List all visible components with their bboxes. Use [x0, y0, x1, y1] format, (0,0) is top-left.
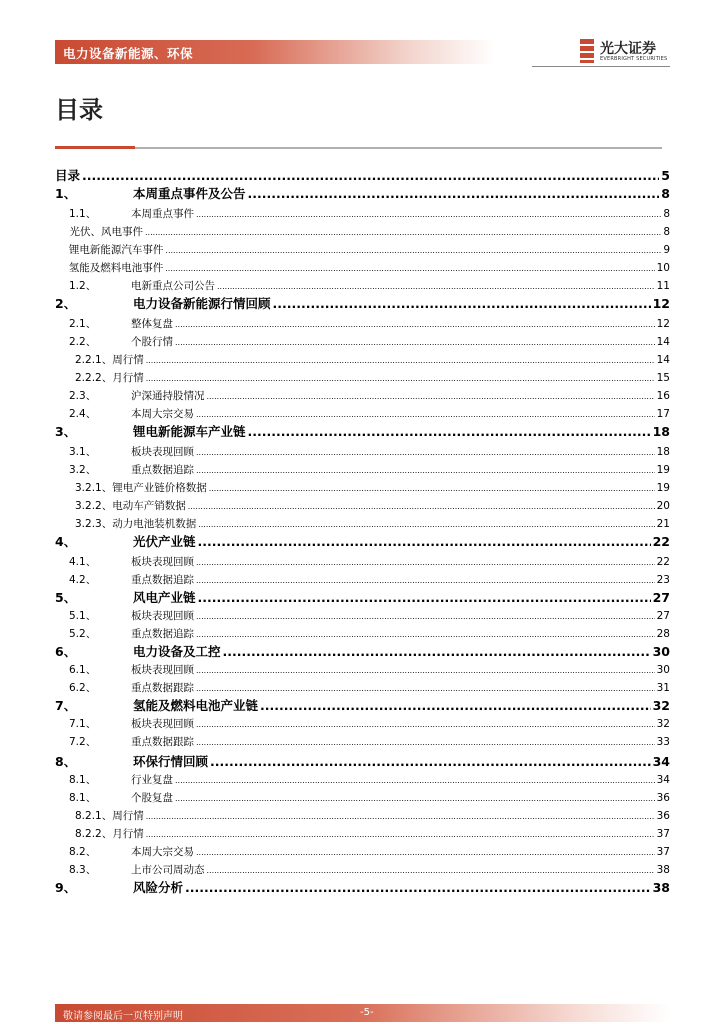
- toc-entry[interactable]: [55, 243, 670, 258]
- toc-entry-title: 重点数据跟踪: [131, 682, 194, 694]
- toc-entry-number: 5.2、: [69, 628, 97, 640]
- toc-entry-title: 沪深通持股情况: [131, 390, 205, 402]
- toc-leader-dots: [198, 535, 651, 549]
- toc-entry-number: 6、: [55, 644, 77, 659]
- toc-entry[interactable]: [55, 609, 670, 624]
- toc-leader-dots: [82, 169, 659, 183]
- toc-leader-dots: [196, 208, 661, 222]
- toc-entry-title: 氢能及燃料电池事件: [68, 262, 164, 274]
- toc-entry-title: 电新重点公司公告: [131, 280, 215, 292]
- toc-entry[interactable]: [55, 735, 670, 750]
- toc-entry-number: 8.1、: [69, 774, 97, 786]
- toc-entry-title: 板块表现回顾: [131, 718, 194, 730]
- toc-entry-title: 整体复盘: [131, 318, 173, 330]
- toc-entry[interactable]: [55, 463, 670, 478]
- toc-entry[interactable]: [55, 555, 670, 570]
- toc-entry-title: 光伏、风电事件: [69, 226, 143, 238]
- section-label: 电力设备新能源、环保: [63, 46, 194, 61]
- toc-entry-page: 27: [656, 610, 670, 622]
- toc-entry-title: 个股复盘: [131, 792, 173, 804]
- toc-leader-dots: [196, 628, 655, 642]
- toc-entry[interactable]: [55, 517, 670, 532]
- toc-entry-number: 8.2、: [69, 846, 97, 858]
- toc-entry-title: 电力设备新能源行情回顾: [133, 296, 271, 311]
- toc-entry[interactable]: [55, 881, 670, 895]
- toc-entry-number: 2.2.2、: [75, 372, 113, 384]
- toc-entry-title: 板块表现回顾: [131, 556, 194, 568]
- toc-leader-dots: [196, 718, 655, 732]
- toc-entry-number: 7.1、: [69, 718, 97, 730]
- toc-leader-dots: [196, 610, 655, 624]
- toc-entry-number: 6.2、: [69, 682, 97, 694]
- toc-entry[interactable]: [55, 261, 670, 276]
- toc-entry[interactable]: [55, 425, 670, 439]
- toc-entry-page: 21: [656, 518, 670, 530]
- toc-entry-page: 12: [656, 318, 670, 330]
- toc-entry-page: 8: [663, 208, 670, 220]
- toc-entry-number: 2、: [55, 296, 77, 311]
- toc-entry-title: 本周大宗交易: [131, 408, 194, 420]
- toc-entry[interactable]: [55, 627, 670, 642]
- toc-leader-dots: [210, 755, 651, 769]
- toc-entry-page: 17: [656, 408, 670, 420]
- toc-entry[interactable]: [55, 791, 670, 806]
- toc-leader-dots: [185, 881, 651, 895]
- toc-entry-number: 5.1、: [69, 610, 97, 622]
- toc-entry[interactable]: [55, 279, 670, 294]
- toc-entry-title: 重点数据跟踪: [131, 736, 194, 748]
- toc-entry[interactable]: [55, 717, 670, 732]
- toc-entry-title: 氢能及燃料电池产业链: [133, 698, 259, 713]
- toc-entry-page: 22: [656, 556, 670, 568]
- toc-leader-dots: [196, 446, 655, 460]
- toc-entry-page: 9: [663, 244, 670, 256]
- toc-entry-title: 本周重点事件: [131, 208, 194, 220]
- toc-entry-page: 15: [656, 372, 670, 384]
- toc-entry-page: 5: [661, 168, 670, 183]
- toc-entry-number: 3.1、: [69, 446, 97, 458]
- toc-entry-page: 30: [652, 644, 670, 659]
- toc-entry[interactable]: [55, 371, 670, 386]
- toc-leader-dots: [145, 226, 661, 240]
- toc-entry-number: 5、: [55, 590, 77, 605]
- toc-entry-title: 行业复盘: [131, 774, 173, 786]
- title-underline: [135, 147, 662, 149]
- toc-entry-title: 电力设备及工控: [133, 644, 221, 659]
- toc-entry[interactable]: [55, 863, 670, 878]
- toc-entry-title: 重点数据追踪: [131, 464, 194, 476]
- toc-leader-dots: [175, 336, 655, 350]
- toc-leader-dots: [188, 500, 655, 514]
- toc-entry-page: 20: [656, 500, 670, 512]
- toc-entry-title: 个股行情: [131, 336, 173, 348]
- toc-entry-title: 动力电池装机数据: [112, 518, 197, 530]
- toc-entry-page: 34: [656, 774, 670, 786]
- toc-entry-page: 37: [656, 828, 670, 840]
- page-title: 目录: [55, 96, 103, 124]
- toc-entry-number: 8.2.2、: [75, 828, 113, 840]
- toc-entry-page: 12: [652, 296, 670, 311]
- toc-entry-page: 14: [656, 336, 670, 348]
- toc-entry[interactable]: [55, 681, 670, 696]
- toc-entry-number: 3.2.1、: [75, 482, 113, 494]
- toc-entry[interactable]: [55, 827, 670, 842]
- toc-entry-number: 2.2、: [69, 336, 97, 348]
- footer-disclaimer: 敬请参阅最后一页特别声明: [63, 1011, 183, 1022]
- toc-entry[interactable]: [55, 755, 670, 769]
- toc-entry-page: 33: [656, 736, 670, 748]
- toc-entry-number: 9、: [55, 880, 77, 895]
- toc-leader-dots: [223, 645, 651, 659]
- toc-entry-number: 6.1、: [69, 664, 97, 676]
- toc-entry-page: 8: [663, 226, 670, 238]
- brand-mark-icon: [578, 38, 596, 64]
- toc-leader-dots: [165, 262, 654, 276]
- toc-entry-title: 本周大宗交易: [131, 846, 194, 858]
- toc-entry-number: 3、: [55, 424, 77, 439]
- brand-name-en: EVERBRIGHT SECURITIES: [600, 56, 668, 62]
- toc-entry-page: 19: [656, 482, 670, 494]
- toc-entry-page: 38: [656, 864, 670, 876]
- toc-entry-number: 3.2.2、: [75, 500, 113, 512]
- toc-entry-number: 3.2、: [69, 464, 97, 476]
- toc-leader-dots: [196, 846, 655, 860]
- toc-leader-dots: [209, 482, 655, 496]
- toc-entry-title: 风电产业链: [133, 590, 196, 605]
- toc-leader-dots: [196, 574, 655, 588]
- toc-entry-number: 4.1、: [69, 556, 97, 568]
- toc-leader-dots: [146, 372, 655, 386]
- toc-entry-number: 4.2、: [69, 574, 97, 586]
- toc-entry-number: 8.3、: [69, 864, 97, 876]
- toc-entry-page: 11: [656, 280, 670, 292]
- toc-entry[interactable]: [55, 187, 670, 201]
- toc-entry[interactable]: [55, 573, 670, 588]
- toc-entry-page: 14: [656, 354, 670, 366]
- toc-entry-page: 10: [656, 262, 670, 274]
- toc-entry-title: 月行情: [112, 828, 144, 840]
- toc-entry[interactable]: [55, 297, 670, 311]
- toc-entry-title: 上市公司周动态: [131, 864, 205, 876]
- toc-entry[interactable]: [55, 809, 670, 824]
- toc-entry-number: 3.2.3、: [75, 518, 113, 530]
- brand-name-cn: 光大证券: [600, 41, 656, 57]
- toc-leader-dots: [260, 699, 651, 713]
- toc-entry-page: 28: [656, 628, 670, 640]
- toc-entry[interactable]: [55, 499, 670, 514]
- toc-entry[interactable]: [55, 481, 670, 496]
- toc-entry-title: 板块表现回顾: [131, 610, 194, 622]
- toc-entry[interactable]: [55, 225, 670, 240]
- toc-entry-page: 31: [656, 682, 670, 694]
- toc-entry[interactable]: [55, 663, 670, 678]
- toc-entry-page: 32: [656, 718, 670, 730]
- toc-entry-title: 重点数据追踪: [131, 574, 194, 586]
- toc-entry[interactable]: [55, 591, 670, 605]
- toc-entry-number: 2.4、: [69, 408, 97, 420]
- toc-entry[interactable]: [55, 353, 670, 368]
- toc-entry-page: 16: [656, 390, 670, 402]
- toc-entry-page: 23: [656, 574, 670, 586]
- toc-entry-number: 1、: [55, 186, 77, 201]
- toc-entry-title: 风险分析: [133, 880, 184, 895]
- toc-entry-number: 8.2.1、: [75, 810, 113, 822]
- toc-leader-dots: [207, 390, 655, 404]
- toc-leader-dots: [207, 864, 655, 878]
- toc-entry[interactable]: [55, 335, 670, 350]
- toc-entry-title: 本周重点事件及公告: [133, 186, 246, 201]
- toc-leader-dots: [196, 736, 655, 750]
- header-divider: [532, 66, 670, 67]
- toc-entry[interactable]: [55, 699, 670, 713]
- toc-entry[interactable]: [55, 845, 670, 860]
- toc-leader-dots: [196, 556, 655, 570]
- brand-logo: [578, 38, 678, 64]
- toc-entry-page: 32: [652, 698, 670, 713]
- toc-entry-title: 电动车产销数据: [112, 500, 186, 512]
- toc-entry-number: 2.3、: [69, 390, 97, 402]
- toc-leader-dots: [198, 591, 651, 605]
- toc-entry[interactable]: [55, 389, 670, 404]
- toc-entry-page: 37: [656, 846, 670, 858]
- toc-entry-page: 36: [656, 792, 670, 804]
- toc-entry-title: 月行情: [112, 372, 144, 384]
- toc-entry[interactable]: [55, 169, 670, 183]
- toc-leader-dots: [248, 187, 660, 201]
- toc-leader-dots: [146, 828, 655, 842]
- toc-entry-title: 板块表现回顾: [131, 664, 194, 676]
- toc-leader-dots: [175, 774, 655, 788]
- toc-entry-title: 锂电产业链价格数据: [112, 482, 207, 494]
- toc-leader-dots: [248, 425, 651, 439]
- toc-entry-title: 光伏产业链: [133, 534, 196, 549]
- toc-entry[interactable]: [55, 445, 670, 460]
- toc-entry-number: 4、: [55, 534, 77, 549]
- toc-leader-dots: [196, 464, 655, 478]
- toc-leader-dots: [146, 354, 655, 368]
- toc-entry-page: 8: [661, 186, 670, 201]
- toc-leader-dots: [196, 408, 655, 422]
- toc-entry-title: 周行情: [112, 810, 144, 822]
- toc-entry-number: 2.1、: [69, 318, 97, 330]
- toc-entry[interactable]: [55, 773, 670, 788]
- toc-entry-page: 22: [652, 534, 670, 549]
- toc-entry[interactable]: [55, 207, 670, 222]
- toc-entry-number: 1.1、: [69, 208, 97, 220]
- toc-leader-dots: [198, 518, 654, 532]
- toc-entry-number: 8.1、: [69, 792, 97, 804]
- toc-entry-page: 36: [656, 810, 670, 822]
- toc-entry-page: 18: [656, 446, 670, 458]
- toc-entry-title: 锂电新能源车产业链: [133, 424, 246, 439]
- toc-entry-title: 环保行情回顾: [133, 754, 209, 769]
- toc-entry-page: 27: [652, 590, 670, 605]
- toc-leader-dots: [196, 664, 655, 678]
- toc-entry[interactable]: [55, 645, 670, 659]
- toc-leader-dots: [175, 318, 655, 332]
- toc-entry[interactable]: [55, 407, 670, 422]
- toc-leader-dots: [196, 682, 655, 696]
- toc-entry-page: 18: [652, 424, 670, 439]
- toc-leader-dots: [146, 810, 655, 824]
- toc-entry[interactable]: [55, 317, 670, 332]
- footer-page-number: -5-: [360, 1007, 374, 1018]
- toc-leader-dots: [273, 297, 651, 311]
- toc-entry-title: 重点数据追踪: [131, 628, 194, 640]
- toc-leader-dots: [175, 792, 655, 806]
- toc-entry-number: 2.2.1、: [75, 354, 113, 366]
- toc-entry-title: 锂电新能源汽车事件: [68, 244, 164, 256]
- toc-entry[interactable]: [55, 535, 670, 549]
- toc-entry-number: 1.2、: [69, 280, 97, 292]
- toc-leader-dots: [217, 280, 655, 294]
- toc-entry-number: 7.2、: [69, 736, 97, 748]
- toc-entry-page: 19: [656, 464, 670, 476]
- toc-entry-title: 板块表现回顾: [131, 446, 194, 458]
- toc-entry-title: 周行情: [112, 354, 144, 366]
- toc-entry-number: 8、: [55, 754, 77, 769]
- toc-entry-number: 7、: [55, 698, 77, 713]
- toc-entry-page: 30: [656, 664, 670, 676]
- title-underline-accent: [55, 146, 135, 149]
- toc-leader-dots: [165, 244, 661, 258]
- toc-entry-page: 38: [652, 880, 670, 895]
- toc-entry-title: 目录: [55, 168, 81, 183]
- toc-entry-page: 34: [652, 754, 670, 769]
